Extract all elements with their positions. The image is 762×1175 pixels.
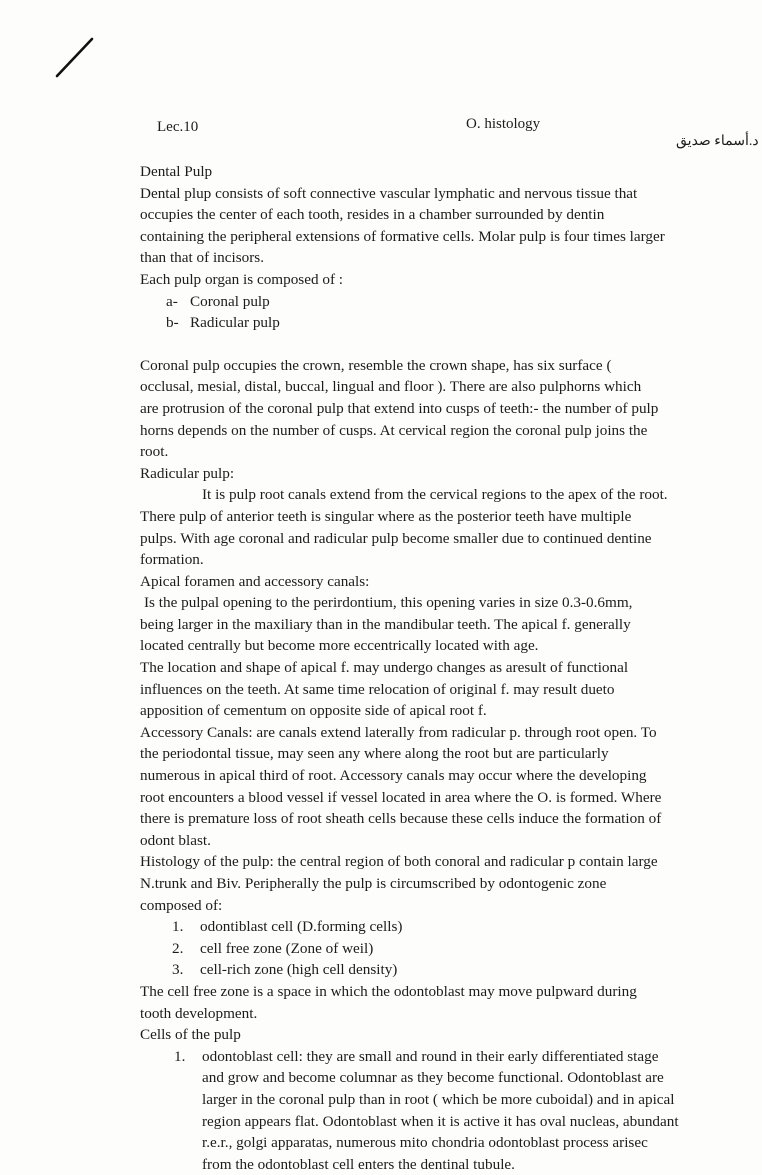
section-heading: Dental Pulp: [140, 163, 213, 180]
text-line: than that of incisors.: [140, 249, 265, 267]
list-item: 1. odontiblast cell (D.forming cells): [172, 918, 403, 936]
text-line: composed of:: [140, 896, 223, 914]
text-line: The cell free zone is a space in which the odontoblast may move pulpward during: [140, 982, 637, 1000]
text-line: occupies the center of each tooth, resides in a chamber surrounded by dentin: [140, 206, 605, 224]
section-heading: Apical foramen and accessory canals:: [140, 572, 370, 590]
text-line: and grow and become columnar as they become functional. Odontoblast are: [202, 1069, 664, 1087]
text-line: larger in the coronal pulp than in root ( which be more cuboidal) and in apical: [202, 1090, 675, 1108]
text-line: The location and shape of apical f. may undergo changes as aresult of functional: [140, 659, 629, 677]
text-line: odont blast.: [140, 831, 211, 849]
text-line: root encounters a blood vessel if vessel located in area where the O. is formed. Where: [140, 788, 662, 806]
text-line: apposition of cementum on opposite side of apical root f.: [140, 702, 487, 720]
text-line: the periodontal tissue, may seen any where along the root but are particularly: [140, 745, 609, 763]
cells-list: [140, 1046, 762, 1175]
text-line: are protrusion of the coronal pulp that extend into cusps of teeth:- the number of pulp: [140, 399, 659, 417]
lecture-body: [140, 161, 762, 1175]
text-line: tooth development.: [140, 1004, 258, 1022]
text-line: Coronal pulp occupies the crown, resemble the crown shape, has six surface (: [140, 356, 612, 374]
text-line: containing the peripheral extensions of formative cells. Molar pulp is four times larger: [140, 227, 665, 245]
text-line: r.e.r., golgi apparatas, numerous mito chondria odontoblast process arisec: [202, 1134, 648, 1152]
text-line: horns depends on the number of cusps. At cervical region the coronal pulp joins the: [140, 421, 648, 439]
section-heading: Cells of the pulp: [140, 1026, 241, 1044]
text-line: It is pulp root canals extend from the cervical regions to the apex of the root.: [202, 486, 668, 504]
text-line: being larger in the maxiliary than in the mandibular teeth. The apical f. generally: [140, 615, 631, 633]
text-line: occlusal, mesial, distal, buccal, lingual and floor ). There are also pulphorns which: [140, 378, 642, 396]
text-line: Each pulp organ is composed of :: [140, 270, 344, 288]
text-line: there is premature loss of root sheath cells because these cells induce the formation of: [140, 810, 662, 828]
course-title: O. histology: [466, 116, 541, 132]
text-line: N.trunk and Biv. Peripherally the pulp is circumscribed by odontogenic zone: [140, 875, 607, 892]
text-line: influences on the teeth. At same time relocation of original f. may result dueto: [140, 680, 615, 698]
lecture-number: Lec.10: [157, 119, 199, 135]
text-line: pulps. With age coronal and radicular pulp become smaller due to continued dentine: [140, 529, 652, 547]
text-line: root.: [140, 443, 169, 461]
zones-list: [140, 916, 762, 981]
text-line: Accessory Canals: are canals extend laterally from radicular p. through root open. To: [140, 723, 657, 741]
list-item: 2. cell free zone (Zone of weil): [172, 939, 374, 957]
pen-stroke-mark: [54, 36, 98, 80]
text-line: formation.: [140, 551, 204, 569]
text-line: numerous in apical third of root. Accessory canals may occur where the developing: [140, 767, 647, 785]
text-line: located centrally but become more eccentrically located with age.: [140, 637, 539, 655]
list-item: a- Coronal pulp: [166, 292, 270, 310]
author-name: د.أسماء صديق: [676, 134, 759, 149]
section-heading: Radicular pulp:: [140, 464, 235, 482]
text-line: There pulp of anterior teeth is singular where as the posterior teeth have multiple: [140, 507, 632, 525]
pulp-parts-list: [140, 291, 762, 334]
list-item: b- Radicular pulp: [166, 314, 280, 332]
text-line: from the odontoblast cell enters the dentinal tubule.: [202, 1155, 515, 1173]
text-line: region appears flat. Odontoblast when it is active it has oval nucleas, abundant: [202, 1112, 679, 1130]
list-item: 3. cell-rich zone (high cell density): [172, 961, 398, 979]
text-line: Histology of the pulp: the central region of both conoral and radicular p contain large: [140, 853, 658, 871]
list-item: 1. odontoblast cell: they are small and round in their early differentiated stage: [174, 1047, 659, 1065]
text-line: Is the pulpal opening to the perirdontium, this opening varies in size 0.3-0.6mm,: [144, 594, 633, 612]
text-line: Dental plup consists of soft connective vascular lymphatic and nervous tissue that: [140, 184, 638, 202]
